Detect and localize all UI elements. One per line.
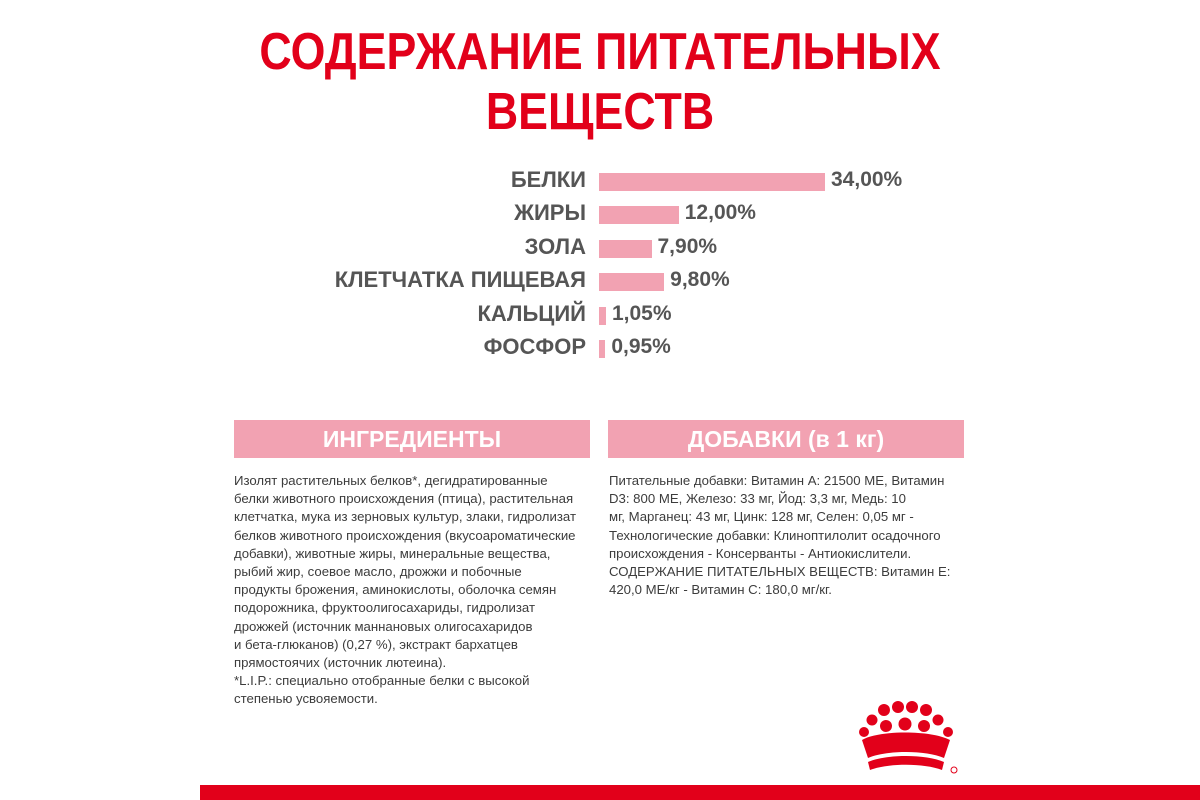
additives-header: ДОБАВКИ (в 1 кг) — [608, 420, 964, 458]
nutrient-value-label: 12,00% — [684, 201, 756, 225]
page-title-line1: СОДЕРЖАНИЕ ПИТАТЕЛЬНЫХ — [259, 23, 941, 81]
nutrient-label: БЕЛКИ — [510, 167, 586, 192]
nutrient-value-label: 0,95% — [611, 335, 671, 358]
nutrient-bar — [599, 273, 664, 291]
nutrient-label: ЖИРЫ — [514, 200, 586, 226]
nutrient-value-label: 9,80% — [670, 268, 730, 292]
crown-logo-icon — [854, 700, 964, 778]
nutrient-label: ФОСФОР — [483, 334, 586, 359]
nutrient-value-label: 34,00% — [831, 168, 903, 191]
ingredients-header: ИНГРЕДИЕНТЫ — [234, 420, 590, 458]
nutrient-label: КЛЕТЧАТКА ПИЩЕВАЯ — [334, 267, 586, 293]
bottom-brand-bar — [200, 785, 1200, 800]
nutrient-label: ЗОЛА — [524, 233, 586, 259]
nutrient-label: КАЛЬЦИЙ — [477, 300, 586, 326]
page-title — [84, 22, 1116, 142]
additives-text: Питательные добавки: Витамин A: 21500 МЕ, Витамин D3: 800 МЕ, Железо: 33 мг, Йод: 3,3 мг, Медь: 10 мг, Марганец: 43 мг, Цинк: 128 мг, Селен: 0,05 мг - Технологические добавки: Клиноптилолит осадочного происхождения - Консерванты - Антиокислители. СОДЕРЖАНИЕ ПИТАТЕЛЬНЫХ ВЕЩЕСТВ: Витамин E: 420,0 МЕ/кг - Витамин C: 180,0 мг/кг. — [609, 473, 951, 598]
page-title-line2: ВЕЩЕСТВ — [485, 83, 715, 141]
nutrient-bar — [599, 240, 652, 258]
nutrient-bar — [599, 340, 605, 358]
nutrient-bar — [599, 173, 825, 191]
nutrient-value-label: 1,05% — [611, 301, 672, 325]
nutrient-bar-chart — [0, 166, 1200, 366]
nutrient-bar — [599, 307, 606, 325]
ingredients-text: Изолят растительных белков*, дегидратированные белки животного происхождения (птица), растительная клетчатка, мука из зерновых культур, злаки, гидролизат белков животного происхождения (вкусоароматические добавки), животные жиры, минеральные вещества, рыбий жир, соевое масло, дрожжи и побочные продукты брожения, аминокислоты, оболочка семян подорожника, фруктоолигосахариды, гидролизат дрожжей (источник маннановых олигосахаридов и бета-глюканов) (0,27 %), экстракт бархатцев прямостоячих (источник лютеина). *L.I.P.: специально отобранные белки с высокой степенью усвояемости. — [234, 473, 576, 707]
nutrient-bar — [599, 206, 679, 224]
nutrient-value-label: 7,90% — [657, 234, 718, 258]
